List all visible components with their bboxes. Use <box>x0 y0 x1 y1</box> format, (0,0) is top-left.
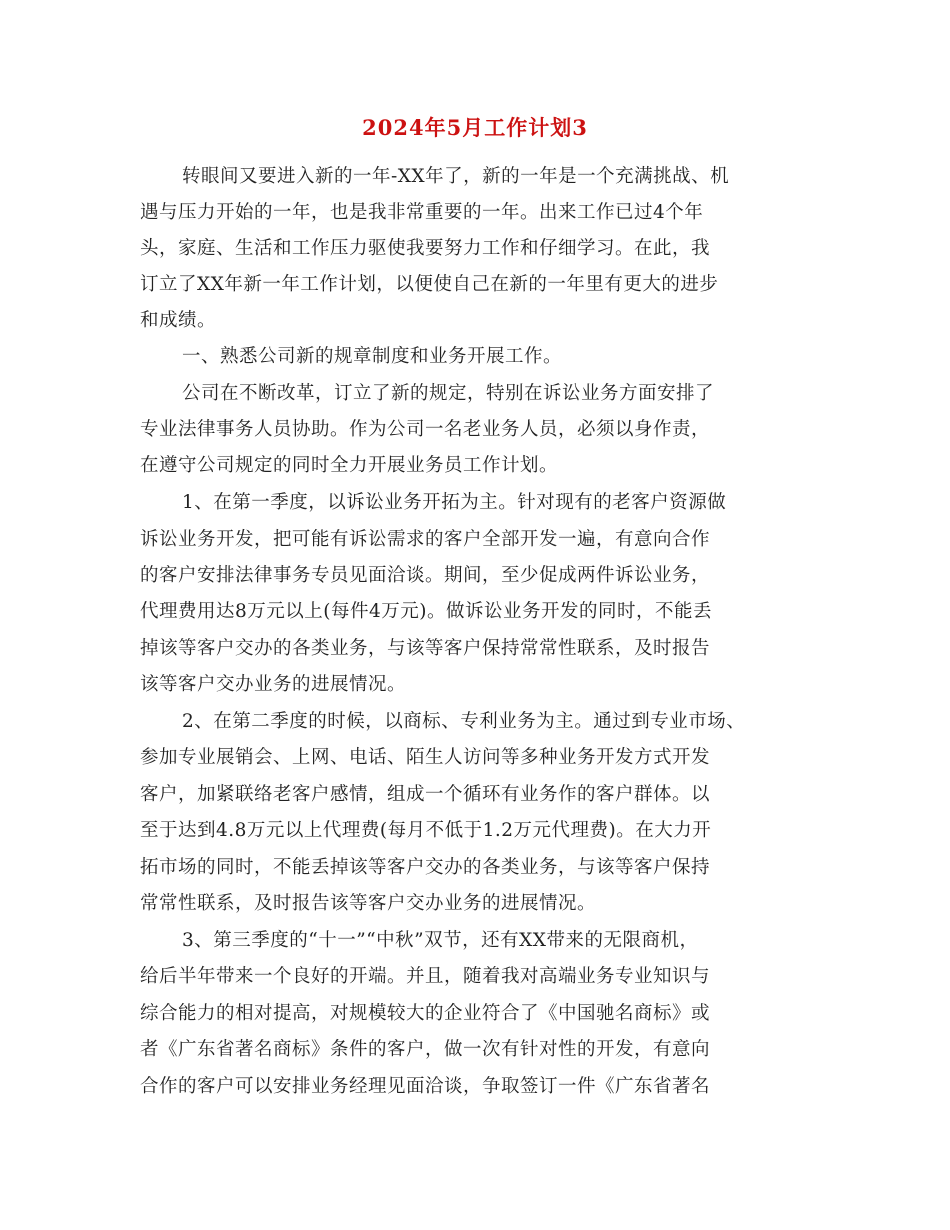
paragraph-line: 合作的客户可以安排业务经理见面洽谈，争取签订一件《广东省著名 <box>140 1076 711 1097</box>
paragraph-line: 至于达到4.8万元以上代理费(每月不低于1.2万元代理费)。在大力开 <box>140 820 712 841</box>
paragraph-line: 遇与压力开始的一年，也是我非常重要的一年。出来工作已过4个年 <box>140 202 704 223</box>
paragraph-line: 的客户安排法律事务专员见面洽谈。期间，至少促成两件诉讼业务， <box>140 565 711 586</box>
document-title: 2024年5月工作计划3 <box>362 115 588 140</box>
paragraph-line: 3、第三季度的“十一”“中秋”双节，还有XX带来的无限商机， <box>182 930 699 951</box>
paragraph-line: 综合能力的相对提高，对规模较大的企业符合了《中国驰名商标》或 <box>140 1003 711 1024</box>
paragraph-line: 给后半年带来一个良好的开端。并且，随着我对高端业务专业知识与 <box>140 966 711 987</box>
paragraph-line: 参加专业展销会、上网、电话、陌生人访问等多种业务开发方式开发 <box>140 747 711 768</box>
paragraph-line: 1、在第一季度，以诉讼业务开拓为主。针对现有的老客户资源做 <box>182 492 727 513</box>
paragraph-line: 订立了XX年新一年工作计划，以便使自己在新的一年里有更大的进步 <box>140 274 719 295</box>
paragraph-line: 者《广东省著名商标》条件的客户，做一次有针对性的开发，有意向 <box>140 1039 711 1060</box>
section-heading: 一、熟悉公司新的规章制度和业务开展工作。 <box>182 346 563 367</box>
paragraph-line: 该等客户交办业务的进展情况。 <box>140 674 407 695</box>
paragraph-line: 在遵守公司规定的同时全力开展业务员工作计划。 <box>140 455 559 476</box>
paragraph-line: 头，家庭、生活和工作压力驱使我要努力工作和仔细学习。在此，我 <box>140 238 711 259</box>
paragraph-line: 代理费用达8万元以上(每件4万元)。做诉讼业务开发的同时，不能丢 <box>140 601 712 622</box>
paragraph-line: 常常性联系，及时报告该等客户交办业务的进展情况。 <box>140 893 597 914</box>
paragraph-line: 和成绩。 <box>140 310 217 331</box>
paragraph-line: 2、在第二季度的时候，以商标、专利业务为主。通过到专业市场、 <box>182 711 746 732</box>
paragraph-line: 客户，加紧联络老客户感情，组成一个循环有业务作的客户群体。以 <box>140 784 711 805</box>
paragraph-line: 诉讼业务开发，把可能有诉讼需求的客户全部开发一遍，有意向合作 <box>140 529 711 550</box>
paragraph-line: 公司在不断改革，订立了新的规定，特别在诉讼业务方面安排了 <box>182 383 715 404</box>
paragraph-line: 专业法律事务人员协助。作为公司一名老业务人员，必须以身作责， <box>140 419 711 440</box>
paragraph-line: 拓市场的同时，不能丢掉该等客户交办的各类业务，与该等客户保持 <box>140 857 711 878</box>
paragraph-line: 掉该等客户交办的各类业务，与该等客户保持常常性联系，及时报告 <box>140 638 711 659</box>
paragraph-line: 转眼间又要进入新的一年-XX年了，新的一年是一个充满挑战、机 <box>182 166 730 187</box>
